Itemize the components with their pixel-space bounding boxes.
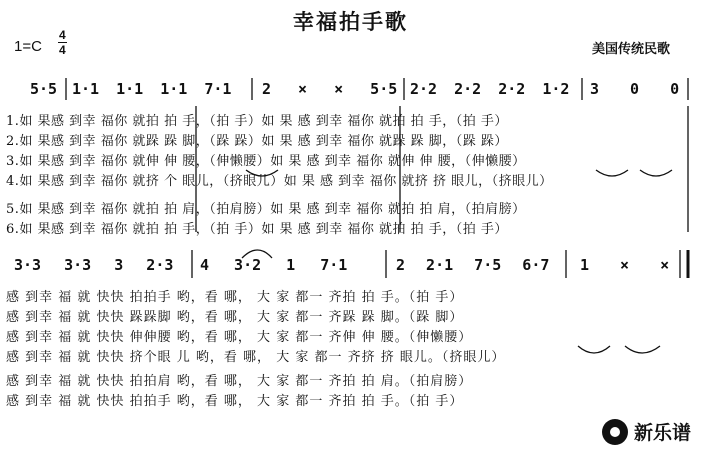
system2-measure-4: 1 × ×	[580, 256, 670, 274]
verse-3-line-1: 3.如 果感 到幸 福你 就伸 伸 腰，（伸懒腰）如 果 感 到幸 福你 就伸 伸 腰，（伸懒腰）	[6, 154, 526, 169]
composer-attribution: 美国传统民歌	[592, 42, 671, 57]
verse-1-line-1: 1.如 果感 到幸 福你 就拍 拍 手，（拍 手）如 果 感 到幸 福你 就拍 拍 手，（拍 手）	[6, 114, 508, 129]
key-signature: 1=C	[14, 38, 42, 55]
system1-measure-4: 3 0 0	[590, 80, 680, 98]
verse-1-line-2: 感 到幸 福 就 快快 拍拍手 哟，看 哪， 大 家 都一 齐拍 拍 手。（拍 手）	[6, 290, 464, 305]
song-title: 幸福拍手歌	[293, 9, 408, 34]
site-logo[interactable]	[602, 418, 691, 445]
time-signature-bottom: 4	[59, 43, 66, 57]
verse-5-line-2: 感 到幸 福 就 快快 拍拍肩 哟，看 哪， 大 家 都一 齐拍 拍 肩。（拍肩膀）	[6, 374, 473, 389]
system1-pickup: 5·5	[30, 80, 58, 98]
time-signature-top: 4	[59, 28, 66, 42]
verse-5-line-1: 5.如 果感 到幸 福你 就拍 拍 肩，（拍肩膀）如 果 感 到幸 福你 就拍 拍 肩，（拍肩膀）	[6, 202, 526, 217]
verse-2-line-1: 2.如 果感 到幸 福你 就跺 跺 脚，（跺 跺）如 果 感 到幸 福你 就跺 跺 脚，（跺 跺）	[6, 134, 508, 149]
system2-measure-3: 2 2·1 7·5 6·7	[396, 256, 550, 274]
logo-text: 新乐谱	[633, 423, 691, 444]
system1-measure-1: 1·1 1·1 1·1 7·1	[72, 80, 232, 98]
system1-measure-3: 2·2 2·2 2·2 1·2	[410, 80, 570, 98]
verse-6-line-1: 6.如 果感 到幸 福你 就拍 拍 手，（拍 手）如 果 感 到幸 福你 就拍 拍 手，（拍 手）	[6, 222, 508, 237]
system2-measure-2: 4 3·2 1 7·1	[200, 256, 348, 274]
system2-measure-1: 3·3 3·3 3 2·3	[14, 256, 174, 274]
music-disc-icon	[602, 419, 628, 445]
verse-6-line-2: 感 到幸 福 就 快快 拍拍手 哟，看 哪， 大 家 都一 齐拍 拍 手。（拍 手）	[6, 394, 464, 409]
verse-4-line-2: 感 到幸 福 就 快快 挤个眼 儿 哟，看 哪， 大 家 都一 齐挤 挤 眼儿。（挤眼儿）	[6, 350, 506, 365]
system1-measure-2: 2 × × 5·5	[262, 80, 398, 98]
verse-4-line-1: 4.如 果感 到幸 福你 就挤 个 眼儿，（挤眼儿）如 果 感 到幸 福你 就挤 挤 眼儿，（挤眼儿）	[6, 174, 553, 189]
verse-2-line-2: 感 到幸 福 就 快快 跺跺脚 哟，看 哪， 大 家 都一 齐跺 跺 脚。（跺 脚）	[6, 310, 464, 325]
verse-3-line-2: 感 到幸 福 就 快快 伸伸腰 哟，看 哪， 大 家 都一 齐伸 伸 腰。（伸懒腰）	[6, 330, 473, 345]
